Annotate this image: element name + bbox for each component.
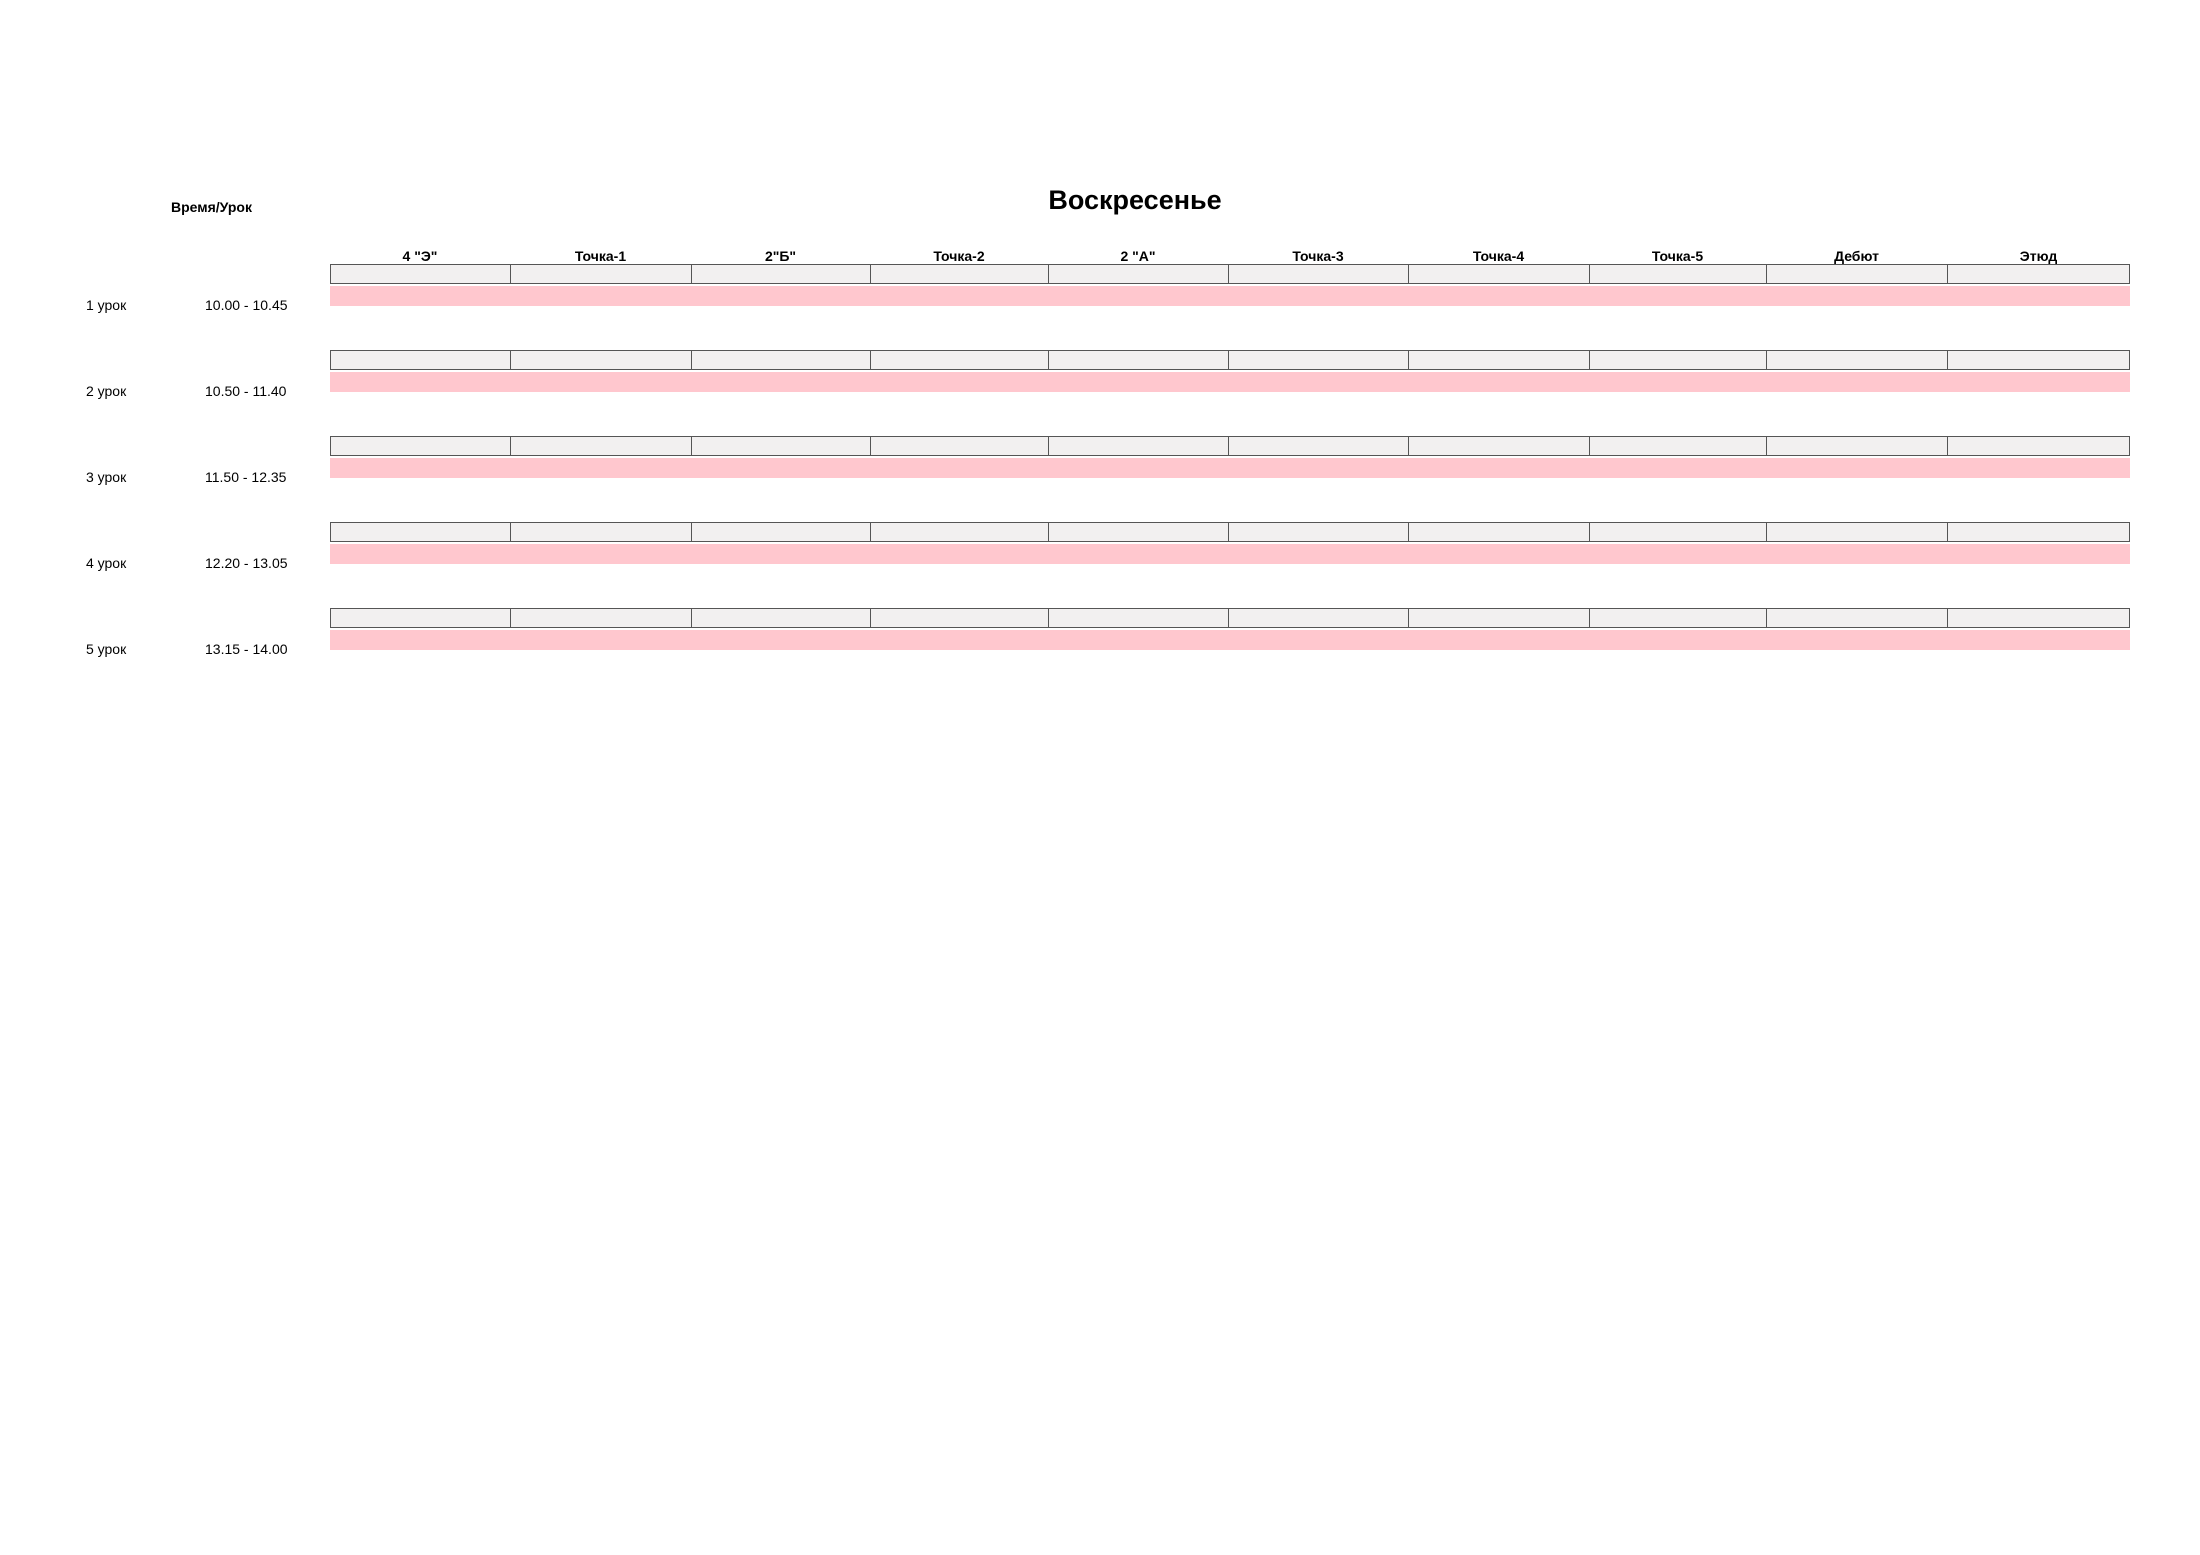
schedule-cell[interactable] [1767,265,1948,283]
highlight-row [330,458,2130,478]
schedule-cell[interactable] [692,265,871,283]
schedule-cell[interactable] [1409,609,1590,627]
lesson-label: 4 урок [86,555,127,571]
column-header: 2 "А" [1120,248,1156,264]
schedule-cell[interactable] [1409,523,1590,541]
schedule-cell[interactable] [1229,437,1409,455]
schedule-cell[interactable] [1590,437,1767,455]
schedule-cell[interactable] [1948,265,2128,283]
schedule-cell[interactable] [871,351,1049,369]
schedule-cell[interactable] [331,609,511,627]
schedule-cell[interactable] [1229,351,1409,369]
schedule-cell[interactable] [331,437,511,455]
schedule-cell[interactable] [511,437,692,455]
schedule-cell[interactable] [692,523,871,541]
schedule-cell[interactable] [1049,437,1229,455]
schedule-cell[interactable] [1049,523,1229,541]
column-header: 4 "Э" [402,248,438,264]
column-header: 2"Б" [764,248,797,264]
highlight-row [330,372,2130,392]
schedule-row [330,522,2130,542]
column-header: Точка-5 [1651,248,1704,264]
schedule-cell[interactable] [1590,523,1767,541]
schedule-cell[interactable] [511,609,692,627]
lesson-label: 1 урок [86,297,127,313]
lesson-time: 11.50 - 12.35 [205,469,287,485]
schedule-row [330,608,2130,628]
schedule-cell[interactable] [871,437,1049,455]
schedule-row [330,350,2130,370]
schedule-cell[interactable] [1948,351,2128,369]
lesson-time: 12.20 - 13.05 [205,555,288,571]
schedule-cell[interactable] [1948,437,2128,455]
schedule-cell[interactable] [692,437,871,455]
schedule-cell[interactable] [1229,609,1409,627]
schedule-cell[interactable] [871,265,1049,283]
schedule-cell[interactable] [692,609,871,627]
schedule-cell[interactable] [1948,609,2128,627]
schedule-cell[interactable] [331,523,511,541]
schedule-cell[interactable] [1049,265,1229,283]
time-lesson-header: Время/Урок [171,199,252,215]
schedule-row [330,264,2130,284]
schedule-cell[interactable] [1590,351,1767,369]
column-header: Точка-3 [1292,248,1344,264]
schedule-cell[interactable] [871,523,1049,541]
highlight-row [330,286,2130,306]
schedule-cell[interactable] [1409,265,1590,283]
schedule-cell[interactable] [1767,609,1948,627]
column-header: Точка-1 [574,248,627,264]
schedule-cell[interactable] [1948,523,2128,541]
lesson-label: 3 урок [86,469,127,485]
lesson-label: 5 урок [86,641,127,657]
schedule-cell[interactable] [511,523,692,541]
schedule-cell[interactable] [1409,437,1590,455]
page-title: Воскресенье [1048,185,1222,215]
schedule-cell[interactable] [1590,609,1767,627]
lesson-time: 13.15 - 14.00 [205,641,288,657]
column-header: Точка-4 [1472,248,1525,264]
lesson-time: 10.50 - 11.40 [205,383,287,399]
schedule-cell[interactable] [331,351,511,369]
column-header: Точка-2 [933,248,985,264]
column-header: Дебют [1834,248,1879,264]
schedule-row [330,436,2130,456]
schedule-cell[interactable] [331,265,511,283]
lesson-label: 2 урок [86,383,127,399]
column-header: Этюд [2019,248,2058,264]
highlight-row [330,544,2130,564]
highlight-row [330,630,2130,650]
schedule-cell[interactable] [1229,523,1409,541]
schedule-cell[interactable] [511,265,692,283]
schedule-cell[interactable] [1767,523,1948,541]
lesson-time: 10.00 - 10.45 [205,297,288,313]
schedule-cell[interactable] [871,609,1049,627]
schedule-cell[interactable] [1590,265,1767,283]
schedule-cell[interactable] [692,351,871,369]
schedule-cell[interactable] [1049,351,1229,369]
schedule-cell[interactable] [1767,351,1948,369]
schedule-cell[interactable] [1049,609,1229,627]
schedule-cell[interactable] [1767,437,1948,455]
schedule-cell[interactable] [511,351,692,369]
schedule-cell[interactable] [1229,265,1409,283]
schedule-cell[interactable] [1409,351,1590,369]
